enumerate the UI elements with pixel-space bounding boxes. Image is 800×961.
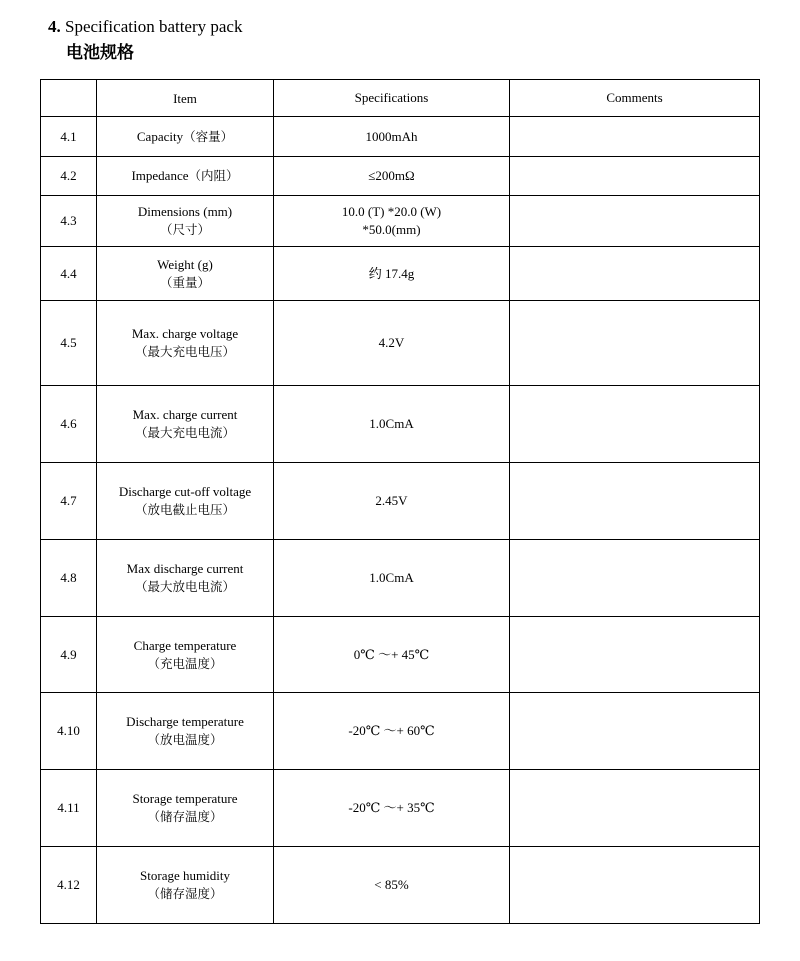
table-row <box>41 463 760 540</box>
item-en: Discharge cut-off voltage <box>118 484 252 499</box>
header-item: Item <box>97 80 274 117</box>
comment-cell <box>510 770 760 847</box>
item-cell <box>97 157 274 196</box>
item-en: Max. charge current <box>132 407 238 422</box>
item-en: Max. charge voltage <box>131 326 239 341</box>
comment-cell <box>510 247 760 301</box>
comment-cell <box>510 386 760 463</box>
spec-cell: 2.45V <box>274 463 510 540</box>
table-row <box>41 847 760 924</box>
table-header-row <box>41 80 760 117</box>
spec-cell: -20℃ ～+ 60℃ <box>274 693 510 770</box>
item-cn: （储存温度） <box>147 809 223 824</box>
item-cn: （最大放电电流） <box>134 579 235 594</box>
row-number: 4.2 <box>41 157 97 196</box>
comment-cell <box>510 540 760 617</box>
comment-cell <box>510 617 760 693</box>
table-row <box>41 693 760 770</box>
spec-cell: 约 17.4g <box>274 247 510 301</box>
comment-cell <box>510 196 760 247</box>
comment-cell <box>510 301 760 386</box>
row-number: 4.8 <box>41 540 97 617</box>
item-cn: （尺寸） <box>159 222 210 237</box>
header-no <box>41 80 97 117</box>
item-cn: （放电温度） <box>147 732 223 747</box>
table-row <box>41 247 760 301</box>
table-row <box>41 157 760 196</box>
item-cell <box>97 463 274 540</box>
section-number: 4. <box>48 17 61 36</box>
item-en: Weight (g) <box>157 256 213 272</box>
row-number: 4.9 <box>41 617 97 693</box>
item-en: Discharge temperature <box>126 714 244 729</box>
header-specifications: Specifications <box>274 80 510 117</box>
row-number: 4.12 <box>41 847 97 924</box>
row-number: 4.1 <box>41 117 97 157</box>
item-cn: （重量） <box>159 274 210 290</box>
spec-cell: 1.0CmA <box>274 540 510 617</box>
item-cell <box>97 196 274 247</box>
table-row <box>41 770 760 847</box>
row-number: 4.3 <box>41 196 97 247</box>
item-cn: （内阻） <box>188 168 239 183</box>
section-title: Specification battery pack <box>65 17 243 36</box>
item-en: Dimensions (mm) <box>137 204 233 219</box>
item-cn: （充电温度） <box>147 655 223 671</box>
spec-line-1: 10.0 (T) *20.0 (W) <box>341 204 442 219</box>
table-row <box>41 617 760 693</box>
row-number: 4.6 <box>41 386 97 463</box>
item-cn: （放电截止电压） <box>134 502 235 517</box>
spec-cell: < 85% <box>274 847 510 924</box>
item-cell <box>97 117 274 157</box>
spec-cell: 4.2V <box>274 301 510 386</box>
item-cell <box>97 386 274 463</box>
item-cell <box>97 693 274 770</box>
table-row <box>41 117 760 157</box>
item-cell <box>97 847 274 924</box>
row-number: 4.5 <box>41 301 97 386</box>
comment-cell <box>510 117 760 157</box>
table-row <box>41 386 760 463</box>
item-en: Storage temperature <box>132 791 238 806</box>
spec-line-2: *50.0(mm) <box>362 222 421 237</box>
section-heading <box>48 16 242 38</box>
table-row <box>41 301 760 386</box>
item-cell <box>97 770 274 847</box>
item-cell <box>97 247 274 301</box>
item-cell <box>97 617 274 693</box>
item-en: Max discharge current <box>126 561 244 576</box>
comment-cell <box>510 463 760 540</box>
comment-cell <box>510 847 760 924</box>
table-row <box>41 540 760 617</box>
table-row <box>41 196 760 247</box>
item-en: Capacity <box>136 128 184 144</box>
row-number: 4.10 <box>41 693 97 770</box>
item-cn: （储存湿度） <box>147 886 223 901</box>
spec-cell: 1000mAh <box>274 117 510 157</box>
item-cell <box>97 301 274 386</box>
spec-table <box>40 79 760 924</box>
item-cell <box>97 540 274 617</box>
spec-cell <box>274 196 510 247</box>
item-en: Storage humidity <box>140 868 230 883</box>
header-comments: Comments <box>510 80 760 117</box>
spec-cell: 0℃ ～+ 45℃ <box>274 617 510 693</box>
item-en: Impedance <box>131 168 189 183</box>
item-cn: （最大充电电压） <box>134 344 235 359</box>
spec-cell: 1.0CmA <box>274 386 510 463</box>
item-cn: （容量） <box>183 128 234 144</box>
item-cn: （最大充电电流） <box>134 425 235 440</box>
section-subtitle: 电池规格 <box>66 43 134 63</box>
spec-cell: -20℃ ～+ 35℃ <box>274 770 510 847</box>
row-number: 4.11 <box>41 770 97 847</box>
item-en: Charge temperature <box>133 637 237 653</box>
comment-cell <box>510 693 760 770</box>
comment-cell <box>510 157 760 196</box>
row-number: 4.7 <box>41 463 97 540</box>
row-number: 4.4 <box>41 247 97 301</box>
spec-cell: ≤200mΩ <box>274 157 510 196</box>
